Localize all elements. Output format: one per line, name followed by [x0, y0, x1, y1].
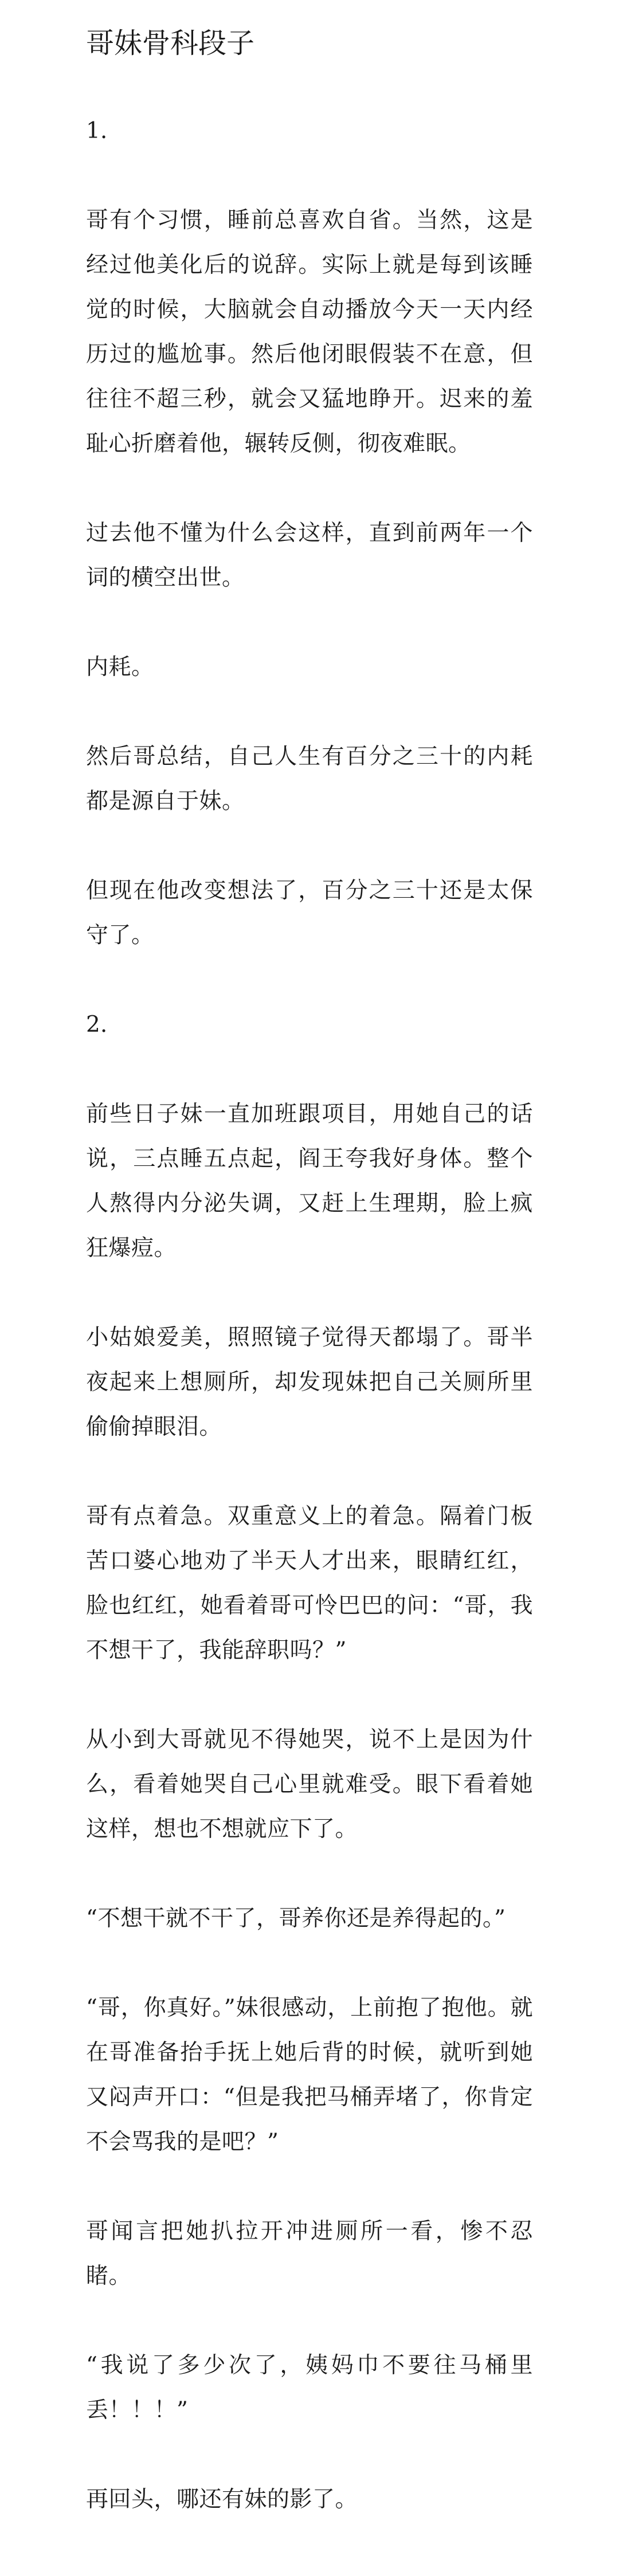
section-number: 1.	[86, 118, 108, 144]
paragraph: 前些日子妹一直加班跟项目，用她自己的话说，三点睡五点起，阎王夸我好身体。整个人熬得内分泌失调，又赶上生理期，脸上疯狂爆痘。	[86, 1101, 533, 1261]
article-title: 哥妹骨科段子	[86, 27, 255, 60]
paragraph: “不想干就不干了，哥养你还是养得起的。”	[86, 1906, 506, 1931]
paragraph: 再回头，哪还有妹的影了。	[86, 2487, 358, 2512]
paragraph: 哥有个习惯，睡前总喜欢自省。当然，这是经过他美化后的说辞。实际上就是每到该睡觉的时候，大脑就会自动播放今天一天内经历过的尴尬事。然后他闭眼假装不在意，但往往不超三秒，就会又猛地睁开。迟来的羞耻心折磨着他，辗转反侧，彻夜难眠。	[86, 207, 533, 457]
paragraph: 哥闻言把她扒拉开冲进厕所一看，惨不忍睹。	[86, 2218, 533, 2289]
paragraph: 但现在他改变想法了，百分之三十还是太保守了。	[86, 878, 533, 948]
paragraph: 过去他不懂为什么会这样，直到前两年一个词的横空出世。	[86, 520, 533, 591]
section-number: 2.	[86, 1012, 108, 1038]
paragraph: “哥，你真好。”妹很感动，上前抱了抱他。就在哥准备抬手抚上她后背的时候，就听到她又闷声开口：“但是我把马桶弄堵了，你肯定不会骂我的是吧？”	[86, 1995, 533, 2155]
paragraph: 内耗。	[86, 654, 154, 680]
paragraph: 从小到大哥就见不得她哭，说不上是因为什么，看着她哭自己心里就难受。眼下看着她这样，想也不想就应下了。	[86, 1727, 533, 1842]
paragraph: 哥有点着急。双重意义上的着急。隔着门板苦口婆心地劝了半天人才出来，眼睛红红，脸也红红，她看着哥可怜巴巴的问：“哥，我不想干了，我能辞职吗？”	[86, 1503, 533, 1663]
paragraph: “我说了多少次了，姨妈巾不要往马桶里丢！！！”	[86, 2353, 533, 2423]
paragraph: 然后哥总结，自己人生有百分之三十的内耗都是源自于妹。	[86, 744, 533, 814]
paragraph: 小姑娘爱美，照照镜子觉得天都塌了。哥半夜起来上想厕所，却发现妹把自己关厕所里偷偷掉眼泪。	[86, 1325, 533, 1440]
